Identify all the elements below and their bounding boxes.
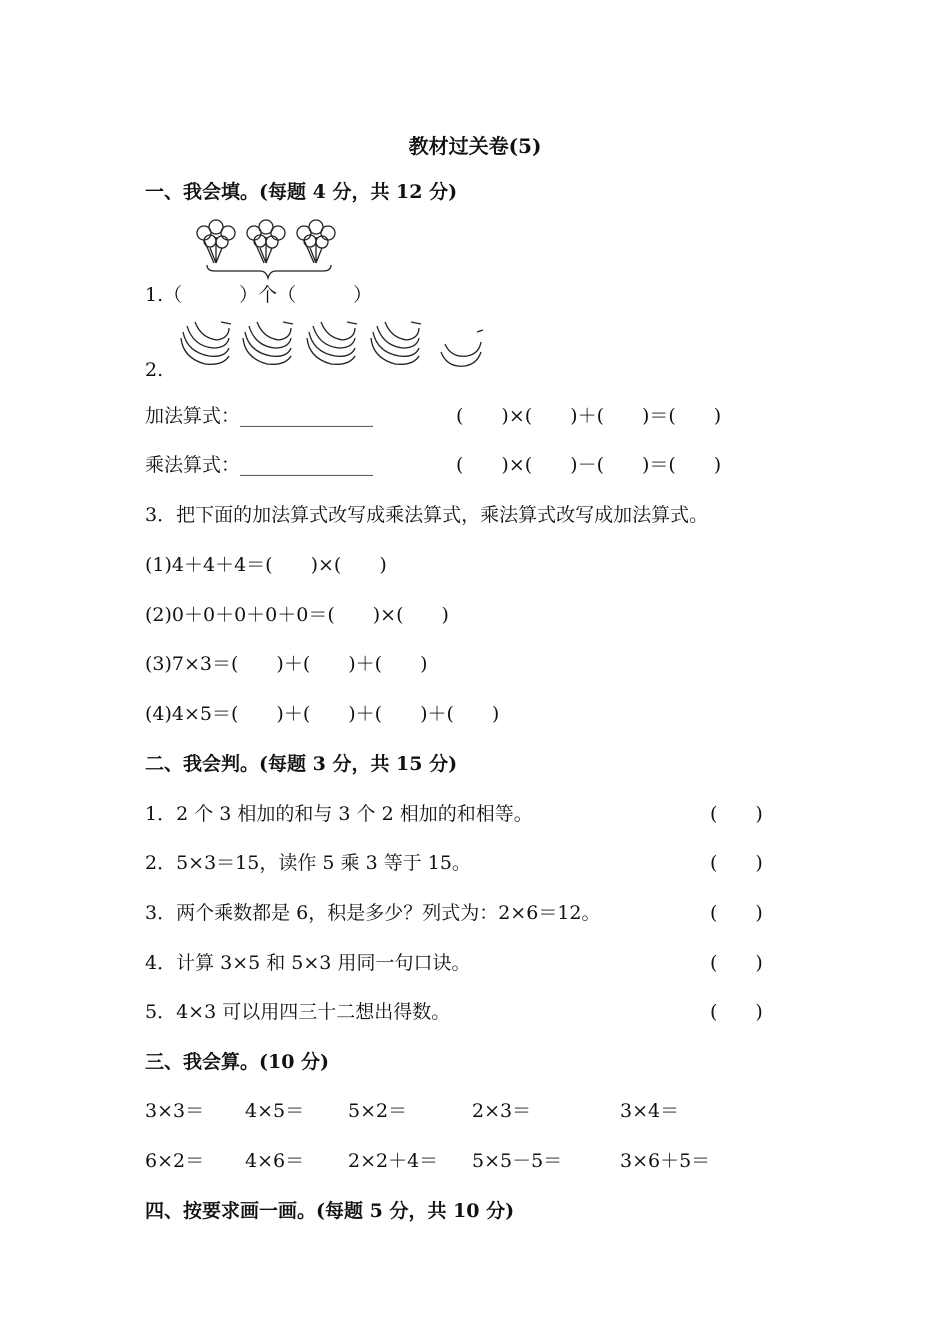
- calc-item: 5×2＝: [348, 1100, 408, 1122]
- answer-blank: ( ): [710, 852, 763, 874]
- multiplication-expression: ( )×( )－( )＝( ): [456, 454, 722, 476]
- judge-item: 3．两个乘数都是 6，积是多少？列式为：2×6＝12。: [145, 902, 601, 924]
- grouping-brace: [207, 265, 331, 278]
- q3-item: (2)0＋0＋0＋0＋0＝( )×( ): [145, 604, 449, 626]
- flower-group-1: [197, 220, 235, 263]
- calc-item: 2×2＋4＝: [348, 1150, 439, 1172]
- answer-blank: ( ): [710, 952, 763, 974]
- q3-item: (3)7×3＝( )＋( )＋( ): [145, 653, 428, 675]
- section2-heading: 二、我会判。(每题 3 分，共 15 分): [145, 753, 458, 775]
- q1-text: 1.（ ）个（ ）: [145, 284, 373, 306]
- q3-text: 3．把下面的加法算式改写成乘法算式，乘法算式改写成加法算式。: [145, 504, 709, 526]
- calc-item: 5×5－5＝: [472, 1150, 563, 1172]
- q3-item: (4)4×5＝( )＋( )＋( )＋( ): [145, 703, 500, 725]
- banana-bunch-2: [243, 322, 293, 364]
- answer-blank: ( ): [710, 902, 763, 924]
- calc-item: 3×6＋5＝: [620, 1150, 711, 1172]
- flower-groups-image: [190, 215, 355, 285]
- flower-group-3: [297, 220, 335, 263]
- q3-item: (1)4＋4＋4＝( )×( ): [145, 554, 387, 576]
- section1-heading: 一、我会填。(每题 4 分，共 12 分): [145, 181, 458, 203]
- banana-bunches-image: [175, 318, 495, 374]
- answer-blank: ( ): [710, 1001, 763, 1023]
- judge-item: 2．5×3＝15，读作 5 乘 3 等于 15。: [145, 852, 471, 874]
- calc-item: 4×6＝: [245, 1150, 305, 1172]
- banana-bunch-4: [371, 322, 421, 364]
- section4-heading: 四、按要求画一画。(每题 5 分，共 10 分): [145, 1200, 515, 1222]
- calc-item: 3×4＝: [620, 1100, 680, 1122]
- calc-item: 2×3＝: [472, 1100, 532, 1122]
- addition-label: 加法算式：______________: [145, 405, 374, 427]
- addition-expression: ( )×( )＋( )＝( ): [456, 405, 722, 427]
- answer-blank: ( ): [710, 803, 763, 825]
- judge-item: 4．计算 3×5 和 5×3 用同一句口诀。: [145, 952, 471, 974]
- calc-item: 3×3＝: [145, 1100, 205, 1122]
- q2-label: 2.: [145, 359, 164, 381]
- judge-item: 5．4×3 可以用四三十二想出得数。: [145, 1001, 451, 1023]
- banana-bunch-1: [181, 322, 231, 364]
- banana-bunch-5: [441, 330, 483, 366]
- banana-bunch-3: [307, 322, 357, 364]
- calc-item: 4×5＝: [245, 1100, 305, 1122]
- calc-item: 6×2＝: [145, 1150, 205, 1172]
- flower-group-2: [247, 220, 285, 263]
- page-title: 教材过关卷(5): [408, 134, 542, 158]
- judge-item: 1．2 个 3 相加的和与 3 个 2 相加的和相等。: [145, 803, 533, 825]
- section3-heading: 三、我会算。(10 分): [145, 1051, 330, 1073]
- multiplication-label: 乘法算式：______________: [145, 454, 374, 476]
